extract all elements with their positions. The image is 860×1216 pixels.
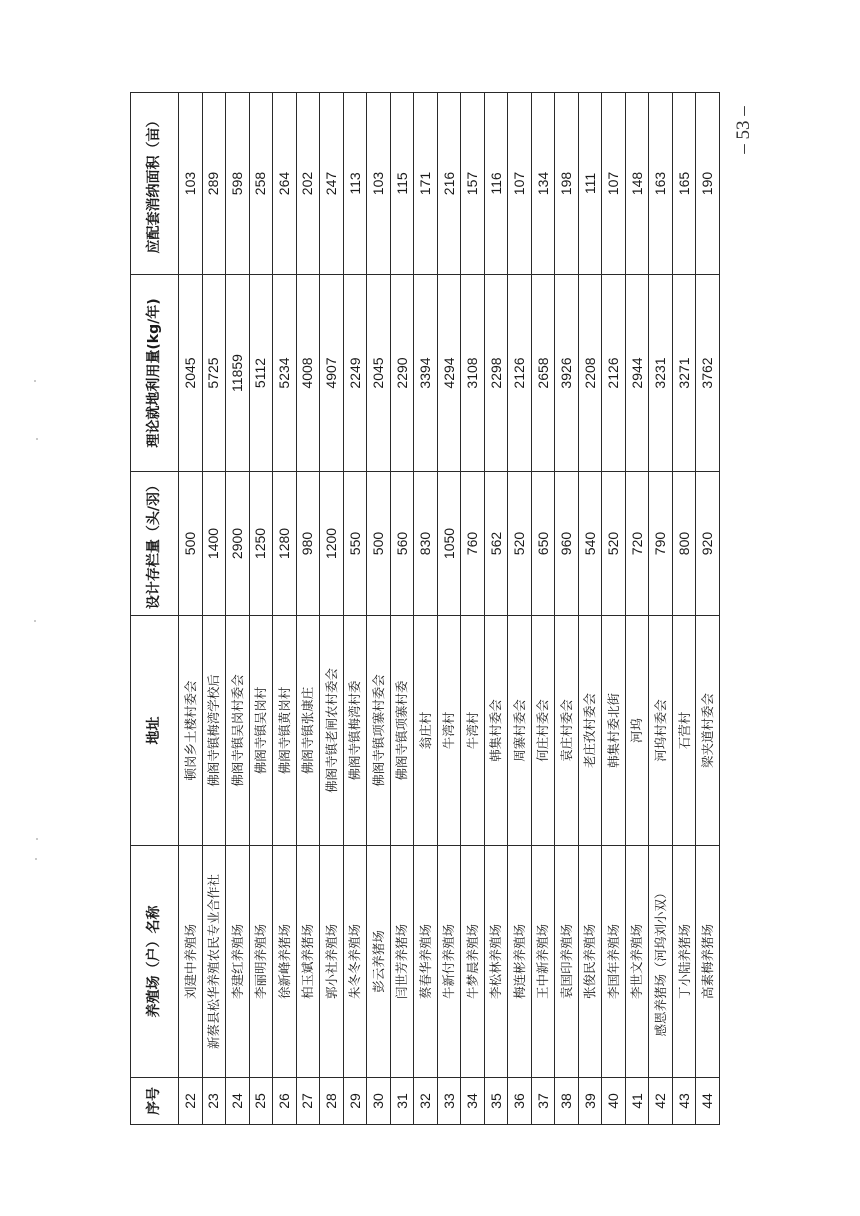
cell-address: 牛湾村 [437,616,461,846]
cell-name: 李建红养殖场 [226,846,250,1078]
table-row [531,93,555,1125]
table-row [249,93,273,1125]
cell-no: 39 [578,1078,602,1125]
cell-capacity: 1200 [320,472,344,616]
cell-area: 258 [249,93,273,275]
cell-name: 李国年养殖场 [602,846,626,1078]
cell-name: 袁国印养殖场 [555,846,579,1078]
cell-capacity: 1050 [437,472,461,616]
cell-no: 44 [696,1078,720,1125]
header-address: 地址 [131,616,179,846]
header-volume: 理论就地利用量(kg/年) [131,275,179,472]
cell-no: 34 [461,1078,485,1125]
cell-no: 33 [437,1078,461,1125]
cell-area: 202 [296,93,320,275]
cell-area: 198 [555,93,579,275]
cell-no: 36 [508,1078,532,1125]
cell-volume: 2045 [179,275,203,472]
cell-no: 26 [273,1078,297,1125]
cell-no: 31 [390,1078,414,1125]
cell-name: 李松林养殖场 [484,846,508,1078]
cell-volume: 5725 [202,275,226,472]
cell-capacity: 520 [508,472,532,616]
cell-capacity: 1280 [273,472,297,616]
cell-volume: 3762 [696,275,720,472]
cell-capacity: 560 [390,472,414,616]
cell-volume: 5112 [249,275,273,472]
cell-volume: 2298 [484,275,508,472]
cell-capacity: 500 [179,472,203,616]
farm-table [130,92,720,1125]
cell-volume: 3926 [555,275,579,472]
cell-address: 佛阁寺镇黄岗村 [273,616,297,846]
cell-area: 163 [649,93,673,275]
table-row [273,93,297,1125]
cell-name: 闫世芳养猪场 [390,846,414,1078]
cell-no: 40 [602,1078,626,1125]
cell-no: 25 [249,1078,273,1125]
cell-name: 蔡春华养殖场 [414,846,438,1078]
cell-address: 顿岗乡土楼村委会 [179,616,203,846]
cell-no: 41 [625,1078,649,1125]
cell-address: 韩集村委会 [484,616,508,846]
cell-no: 30 [367,1078,391,1125]
farm-table-container [130,93,720,1125]
table-row [202,93,226,1125]
cell-capacity: 1250 [249,472,273,616]
cell-volume: 2658 [531,275,555,472]
cell-capacity: 562 [484,472,508,616]
cell-volume: 4008 [296,275,320,472]
cell-capacity: 550 [343,472,367,616]
table-row [696,93,720,1125]
cell-area: 247 [320,93,344,275]
cell-volume: 2126 [508,275,532,472]
table-row [649,93,673,1125]
cell-address: 佛阁寺镇项寨村委会 [367,616,391,846]
header-area: 应配套消纳面积（亩） [131,93,179,275]
cell-area: 115 [390,93,414,275]
cell-volume: 2045 [367,275,391,472]
page-number-text: – 53 – [733,106,754,154]
table-row [390,93,414,1125]
cell-name: 徐新峰养猪场 [273,846,297,1078]
cell-capacity: 520 [602,472,626,616]
table-row [555,93,579,1125]
cell-volume: 2290 [390,275,414,472]
cell-area: 171 [414,93,438,275]
cell-address: 牛湾村 [461,616,485,846]
cell-capacity: 720 [625,472,649,616]
table-row [226,93,250,1125]
cell-area: 116 [484,93,508,275]
cell-volume: 5234 [273,275,297,472]
cell-capacity: 790 [649,472,673,616]
cell-volume: 4294 [437,275,461,472]
table-row [508,93,532,1125]
cell-name: 丁小陆养猪场 [672,846,696,1078]
table-row [578,93,602,1125]
cell-address: 佛阁寺镇梅湾学校后 [202,616,226,846]
table-row [179,93,203,1125]
cell-no: 27 [296,1078,320,1125]
cell-name: 李世文养殖场 [625,846,649,1078]
page-number [722,90,766,170]
cell-name: 刘建中养殖场 [179,846,203,1078]
cell-capacity: 2900 [226,472,250,616]
header-no: 序号 [131,1078,179,1125]
cell-area: 598 [226,93,250,275]
cell-name: 李丽明养殖场 [249,846,273,1078]
cell-address: 佛阁寺镇梅湾村委 [343,616,367,846]
cell-volume: 4907 [320,275,344,472]
table-row [625,93,649,1125]
table-row [602,93,626,1125]
cell-name: 柏玉斌养猪场 [296,846,320,1078]
cell-capacity: 960 [555,472,579,616]
cell-address: 翁庄村 [414,616,438,846]
cell-capacity: 1400 [202,472,226,616]
cell-name: 郭小社养殖场 [320,846,344,1078]
cell-no: 28 [320,1078,344,1125]
cell-area: 134 [531,93,555,275]
cell-address: 河坞 [625,616,649,846]
cell-area: 107 [602,93,626,275]
cell-address: 佛阁寺镇吴岗村 [249,616,273,846]
cell-no: 35 [484,1078,508,1125]
cell-address: 石营村 [672,616,696,846]
table-row [343,93,367,1125]
cell-no: 24 [226,1078,250,1125]
cell-name: 朱冬冬养殖场 [343,846,367,1078]
cell-address: 何庄村委会 [531,616,555,846]
cell-address: 佛阁寺镇老闸农村委会 [320,616,344,846]
table-row [461,93,485,1125]
cell-name: 张俊民养殖场 [578,846,602,1078]
table-row [367,93,391,1125]
cell-name: 牛新付养殖场 [437,846,461,1078]
cell-capacity: 760 [461,472,485,616]
cell-area: 289 [202,93,226,275]
cell-area: 157 [461,93,485,275]
cell-area: 111 [578,93,602,275]
cell-name: 高素梅养猪场 [696,846,720,1078]
cell-no: 29 [343,1078,367,1125]
cell-name: 新蔡县松华养殖农民专业合作社 [202,846,226,1078]
cell-area: 107 [508,93,532,275]
cell-address: 佛阁寺镇吴岗村委会 [226,616,250,846]
table-row [414,93,438,1125]
cell-no: 42 [649,1078,673,1125]
cell-volume: 11859 [226,275,250,472]
table-row [484,93,508,1125]
cell-capacity: 980 [296,472,320,616]
table-row [672,93,696,1125]
cell-volume: 2126 [602,275,626,472]
cell-volume: 2208 [578,275,602,472]
cell-area: 190 [696,93,720,275]
cell-address: 韩集村委北街 [602,616,626,846]
cell-address: 佛阁寺镇张康庄 [296,616,320,846]
cell-address: 袁庄村委会 [555,616,579,846]
cell-capacity: 800 [672,472,696,616]
cell-volume: 3108 [461,275,485,472]
cell-area: 264 [273,93,297,275]
cell-area: 165 [672,93,696,275]
cell-name: 牛梦晨养殖场 [461,846,485,1078]
cell-address: 周寨村委会 [508,616,532,846]
cell-address: 老庄孜村委会 [578,616,602,846]
header-name: 养殖场（户）名称 [131,846,179,1078]
cell-volume: 3231 [649,275,673,472]
cell-no: 37 [531,1078,555,1125]
cell-capacity: 500 [367,472,391,616]
cell-area: 103 [179,93,203,275]
cell-volume: 2249 [343,275,367,472]
table-row [296,93,320,1125]
table-row [437,93,461,1125]
cell-area: 103 [367,93,391,275]
table-row [320,93,344,1125]
cell-no: 22 [179,1078,203,1125]
cell-no: 23 [202,1078,226,1125]
cell-area: 113 [343,93,367,275]
cell-capacity: 540 [578,472,602,616]
cell-address: 梁夹道村委会 [696,616,720,846]
cell-name: 彭云养猪场 [367,846,391,1078]
cell-capacity: 920 [696,472,720,616]
cell-area: 216 [437,93,461,275]
cell-name: 王中新养殖场 [531,846,555,1078]
cell-volume: 2944 [625,275,649,472]
table-body [179,93,720,1125]
cell-volume: 3271 [672,275,696,472]
header-capacity: 设计存栏量（头/羽） [131,472,179,616]
cell-no: 38 [555,1078,579,1125]
cell-capacity: 830 [414,472,438,616]
cell-address: 河坞村委会 [649,616,673,846]
cell-volume: 3394 [414,275,438,472]
cell-name: 感恩养猪场（河坞刘小双） [649,846,673,1078]
cell-address: 佛阁寺镇项寨村委 [390,616,414,846]
table-header-row [131,93,179,1125]
cell-name: 梅连彬养殖场 [508,846,532,1078]
cell-capacity: 650 [531,472,555,616]
cell-no: 32 [414,1078,438,1125]
cell-no: 43 [672,1078,696,1125]
cell-area: 148 [625,93,649,275]
